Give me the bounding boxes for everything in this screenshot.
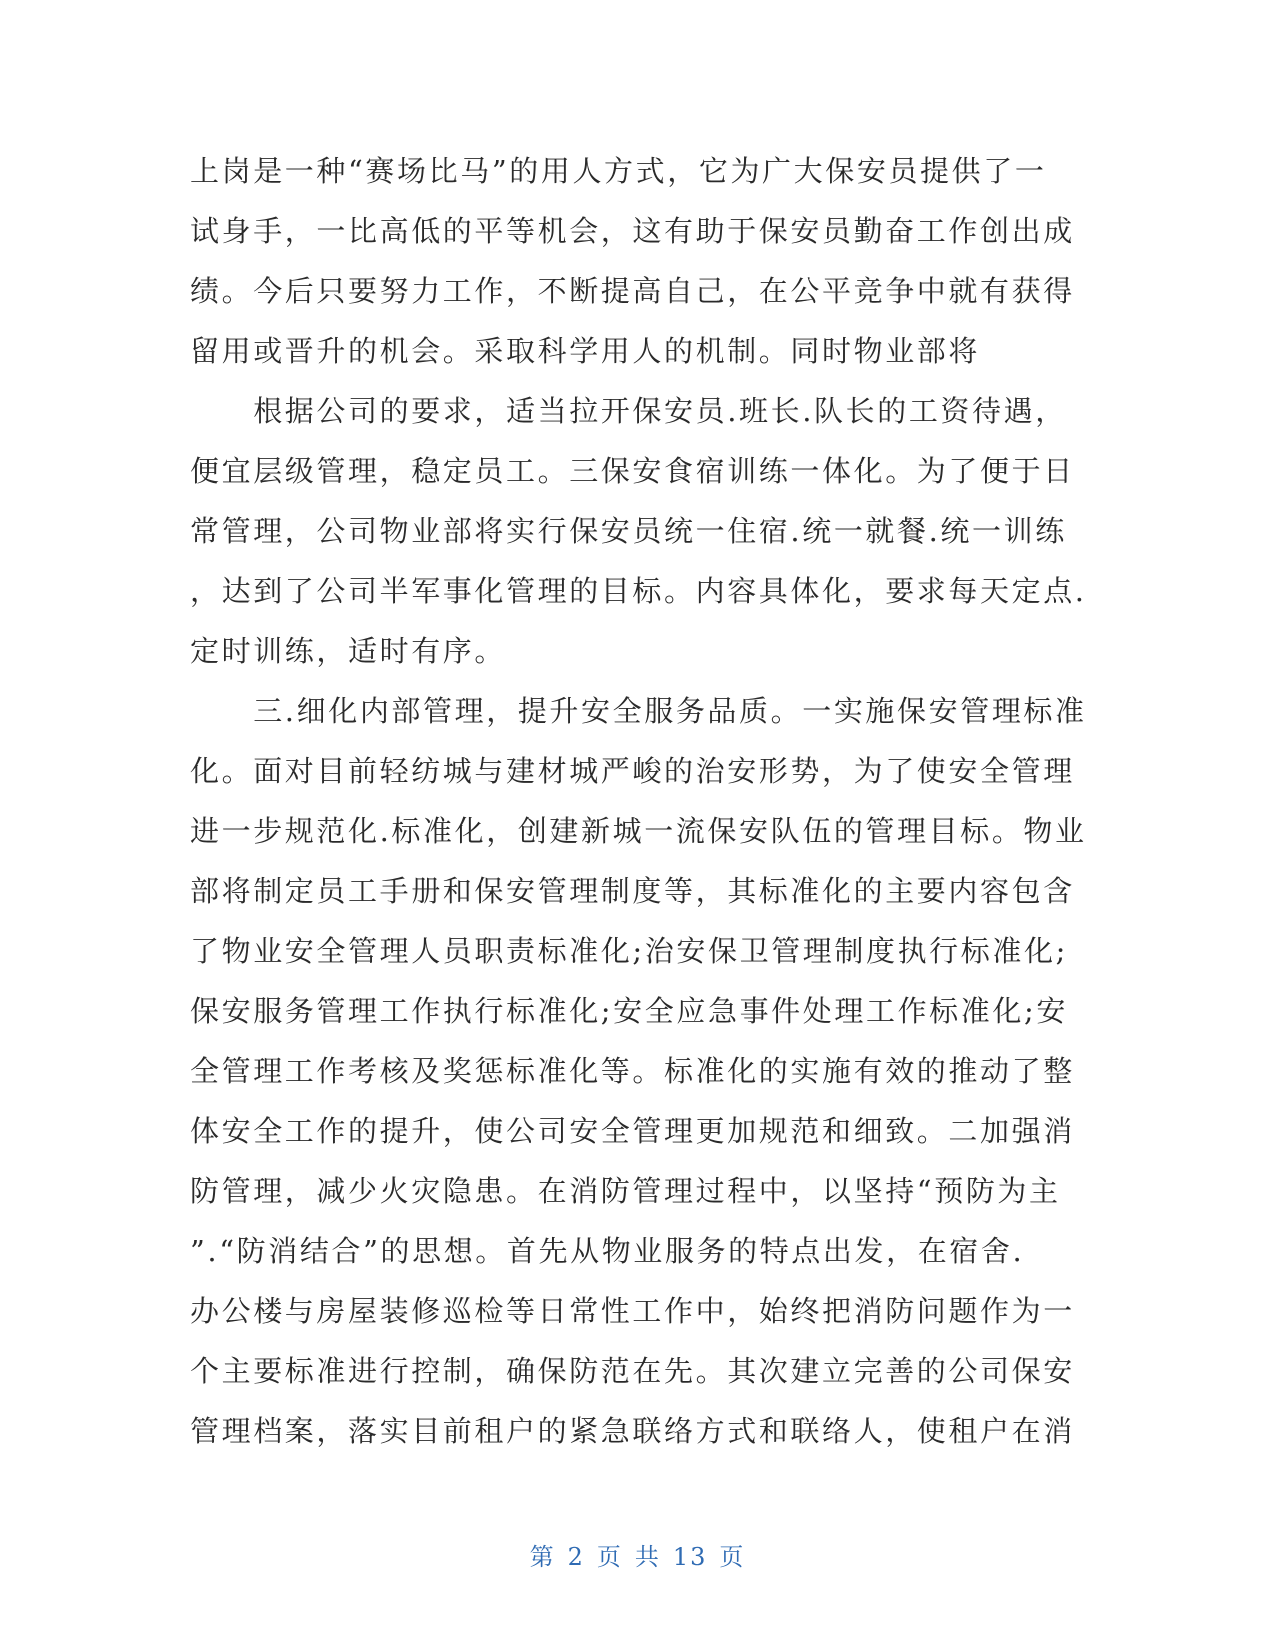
text-line: ”.“防消结合”的思想。首先从物业服务的特点出发，在宿舍. [190,1234,1025,1268]
text-line: 试身手，一比高低的平等机会，这有助于保安员勤奋工作创出成 [190,214,1075,248]
footer-page-word: 页 [596,1543,623,1571]
footer-total-word: 共 [634,1543,661,1571]
page-footer [0,1537,1275,1572]
text-line: 定时训练，适时有序。 [190,634,507,668]
text-line: 保安服务管理工作执行标准化;安全应急事件处理工作标准化;安 [190,994,1068,1028]
text-line: 办公楼与房屋装修巡检等日常性工作中，始终把消防问题作为一 [190,1294,1075,1328]
text-line: 三.细化内部管理，提升安全服务品质。一实施保安管理标准 [190,694,1087,728]
text-line: 全管理工作考核及奖惩标准化等。标准化的实施有效的推动了整 [190,1054,1075,1088]
text-line: 化。面对目前轻纺城与建材城严峻的治安形势，为了使安全管理 [190,754,1075,788]
text-line: 留用或晋升的机会。采取科学用人的机制。同时物业部将 [190,334,981,368]
text-line: 部将制定员工手册和保安管理制度等，其标准化的主要内容包含 [190,874,1075,908]
current-page-number: 2 [567,1543,585,1571]
text-line: 个主要标准进行控制，确保防范在先。其次建立完善的公司保安 [190,1354,1075,1388]
text-line: 进一步规范化.标准化，创建新城一流保安队伍的管理目标。物业 [190,814,1087,848]
text-line: 根据公司的要求，适当拉开保安员.班长.队长的工资待遇， [190,394,1067,428]
document-body [190,141,1087,1461]
text-line: 了物业安全管理人员职责标准化;治安保卫管理制度执行标准化; [190,934,1068,968]
text-line: ，达到了公司半军事化管理的目标。内容具体化，要求每天定点. [190,574,1087,608]
footer-prefix: 第 [529,1543,556,1571]
text-line: 上岗是一种“赛场比马”的用人方式，它为广大保安员提供了一 [190,154,1047,188]
text-line: 管理档案，落实目前租户的紧急联络方式和联络人，使租户在消 [190,1414,1075,1448]
text-line: 防管理，减少火灾隐患。在消防管理过程中，以坚持“预防为主 [190,1174,1061,1208]
total-pages-number: 13 [672,1543,708,1571]
text-line: 绩。今后只要努力工作，不断提高自己，在公平竞争中就有获得 [190,274,1075,308]
text-line: 体安全工作的提升，使公司安全管理更加规范和细致。二加强消 [190,1114,1075,1148]
text-line: 便宜层级管理，稳定员工。三保安食宿训练一体化。为了便于日 [190,454,1075,488]
footer-suffix: 页 [719,1543,746,1571]
text-line: 常管理，公司物业部将实行保安员统一住宿.统一就餐.统一训练 [190,514,1067,548]
